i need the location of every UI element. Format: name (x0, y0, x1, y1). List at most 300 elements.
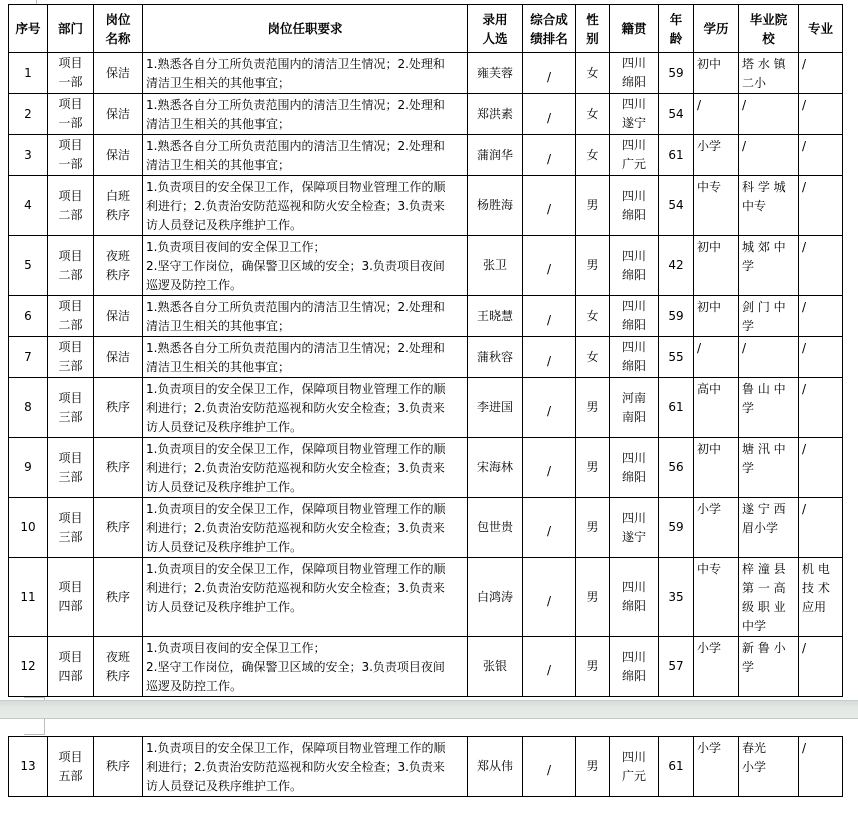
cell-school-line: 二小 (742, 76, 767, 90)
cell-requirements-line: 利进行；2.负责治安防范巡视和防火安全检查；3.负责来 (146, 760, 445, 774)
cell-rank (523, 94, 576, 135)
cell-school-line: 塘 汛 中 (742, 442, 786, 456)
cell-rank (523, 53, 576, 94)
cell-origin-line: 遂宁 (621, 529, 646, 544)
margin-mark (22, 0, 37, 4)
cell-rank (523, 176, 576, 236)
header-row (9, 5, 843, 53)
cell-post (94, 296, 143, 337)
cell-rank-value: / (546, 593, 552, 608)
cell-rank-value: / (546, 763, 552, 777)
cell-dept-line: 项目 (58, 649, 83, 664)
cell-dept (48, 737, 94, 797)
header-rank-line2: 绩排名 (530, 30, 568, 46)
cell-sex: 女 (576, 296, 610, 337)
cell-education: 小学 (694, 637, 739, 697)
cell-sex: 男 (576, 176, 610, 236)
cell-major (799, 498, 843, 558)
cell-dept (48, 637, 94, 697)
cell-rank-value: / (546, 262, 552, 276)
cell-origin (610, 637, 659, 697)
cell-origin (610, 438, 659, 498)
cell-dept-line: 项目 (58, 510, 83, 525)
cell-origin (610, 296, 659, 337)
header-origin: 籍贯 (610, 5, 659, 53)
table-row (9, 236, 843, 296)
cell-sex: 男 (576, 558, 610, 637)
table-body-page-2 (9, 737, 843, 797)
cell-age: 56 (659, 438, 694, 498)
cell-requirements-line: 1.熟悉各自分工所负责范围内的清洁卫生情况；2.处理和 (146, 98, 445, 112)
table-row (9, 337, 843, 378)
cell-seq: 11 (9, 558, 48, 637)
cell-requirements-line: 1.熟悉各自分工所负责范围内的清洁卫生情况；2.处理和 (146, 300, 445, 314)
cell-requirements (143, 135, 468, 176)
cell-requirements-line: 清洁卫生相关的其他事宜； (146, 360, 291, 374)
cell-requirements-line: 清洁卫生相关的其他事宜； (146, 76, 291, 90)
cell-origin-line: 四川 (621, 340, 646, 354)
cell-dept (48, 94, 94, 135)
cell-hired-person: 白鸿涛 (468, 558, 523, 637)
cell-major-line: / (802, 641, 807, 655)
cell-origin-line: 四川 (621, 510, 646, 525)
cell-requirements-line: 利进行；2.负责治安防范巡视和防火安全检查；3.负责来 (146, 461, 445, 475)
cell-origin (610, 337, 659, 378)
cell-origin-line: 四川 (621, 56, 646, 70)
header-hire-line2: 人选 (482, 30, 508, 46)
cell-dept-line: 项目 (58, 390, 83, 405)
cell-dept (48, 378, 94, 438)
cell-dept-line: 二部 (58, 267, 83, 282)
cell-school (739, 176, 799, 236)
cell-education: / (694, 337, 739, 378)
staff-table-page-2 (8, 736, 843, 797)
cell-requirements-line: 1.负责项目的安全保卫工作，保障项目物业管理工作的顺 (146, 442, 446, 456)
cell-school-line: 塔 水 镇 (742, 57, 786, 71)
cell-school-line: 级 职 业 (742, 600, 786, 614)
cell-major-line: 技 术 (802, 581, 830, 595)
cell-dept (48, 337, 94, 378)
cell-requirements (143, 498, 468, 558)
cell-education: 初中 (694, 296, 739, 337)
cell-requirements-line: 1.负责项目的安全保卫工作，保障项目物业管理工作的顺 (146, 502, 446, 516)
cell-requirements-line: 2.坚守工作岗位，确保警卫区域的安全；3.负责项目夜间 (146, 660, 445, 674)
cell-seq: 4 (9, 176, 48, 236)
cell-rank-value: / (546, 663, 552, 677)
cell-post (94, 558, 143, 637)
header-major: 专业 (799, 5, 843, 53)
cell-hired-person: 郑从伟 (468, 737, 523, 797)
cell-rank-value: / (546, 464, 552, 478)
cell-requirements (143, 94, 468, 135)
cell-major (799, 378, 843, 438)
cell-origin (610, 236, 659, 296)
cell-post (94, 236, 143, 296)
table-row (9, 53, 843, 94)
cell-age: 57 (659, 637, 694, 697)
cell-sex: 男 (576, 438, 610, 498)
cell-requirements-line: 清洁卫生相关的其他事宜； (146, 319, 291, 333)
cell-hired-person: 杨胜海 (468, 176, 523, 236)
cell-school (739, 737, 799, 797)
cell-major (799, 296, 843, 337)
cell-requirements-line: 1.负责项目的安全保卫工作，保障项目物业管理工作的顺 (146, 382, 446, 396)
cell-post-line: 保洁 (105, 65, 130, 80)
cell-school-line: 眉小学 (742, 521, 779, 535)
cell-dept-line: 一部 (58, 157, 83, 171)
cell-school-line: 学 (742, 259, 755, 273)
cell-school-line: 中专 (742, 199, 767, 213)
cell-dept-line: 项目 (58, 97, 83, 111)
cell-sex: 男 (576, 637, 610, 697)
cell-origin (610, 94, 659, 135)
header-age (659, 5, 694, 53)
cell-origin (610, 737, 659, 797)
cell-origin-line: 绵阳 (621, 75, 646, 89)
cell-school (739, 53, 799, 94)
cell-school-line: 科 学 城 (742, 180, 786, 194)
cell-dept-line: 三部 (58, 359, 83, 373)
cell-dept (48, 176, 94, 236)
cell-major-line: / (802, 341, 807, 355)
cell-post-line: 秩序 (105, 460, 130, 474)
cell-rank-value: / (546, 353, 552, 368)
cell-hired-person: 李进国 (468, 378, 523, 438)
cell-dept-line: 项目 (58, 749, 83, 764)
cell-school (739, 337, 799, 378)
cell-origin-line: 广元 (621, 157, 646, 171)
cell-rank-value: / (546, 404, 552, 418)
cell-rank-value: / (546, 69, 552, 84)
cell-seq: 10 (9, 498, 48, 558)
cell-major-line: / (802, 139, 807, 153)
cell-major (799, 94, 843, 135)
cell-post (94, 438, 143, 498)
cell-school-line: 学 (742, 461, 755, 475)
cell-rank-value: / (546, 524, 552, 538)
cell-school-line: 剑 门 中 (742, 300, 786, 314)
cell-requirements-line: 1.熟悉各自分工所负责范围内的清洁卫生情况；2.处理和 (146, 57, 445, 71)
header-requirements: 岗位任职要求 (143, 5, 468, 53)
cell-dept-line: 一部 (58, 75, 83, 89)
page-break-gap (0, 700, 858, 719)
cell-dept-line: 项目 (58, 248, 83, 263)
cell-school (739, 498, 799, 558)
cell-requirements-line: 1.负责项目的安全保卫工作，保障项目物业管理工作的顺 (146, 562, 446, 576)
header-education: 学历 (694, 5, 739, 53)
cell-school-line: 春光 (742, 741, 767, 755)
cell-education: / (694, 94, 739, 135)
cell-school-line: 中学 (742, 619, 767, 633)
cell-major (799, 438, 843, 498)
cell-requirements-line: 巡逻及防控工作。 (146, 679, 243, 693)
table-row (9, 94, 843, 135)
cell-origin-line: 绵阳 (621, 599, 646, 613)
cell-origin-line: 四川 (621, 649, 646, 664)
cell-requirements (143, 637, 468, 697)
header-age-line1: 年 (669, 11, 683, 27)
cell-post (94, 378, 143, 438)
cell-education: 初中 (694, 53, 739, 94)
table-row (9, 135, 843, 176)
cell-origin-line: 绵阳 (621, 267, 646, 282)
cell-major-line: / (802, 741, 807, 755)
staff-table-page-1 (8, 4, 843, 697)
cell-origin-line: 四川 (621, 138, 646, 152)
header-post (94, 5, 143, 53)
cell-education: 初中 (694, 438, 739, 498)
cell-origin (610, 498, 659, 558)
cell-origin-line: 绵阳 (621, 668, 646, 683)
cell-age: 59 (659, 498, 694, 558)
header-post-line1: 岗位 (105, 11, 131, 27)
cell-school (739, 438, 799, 498)
cell-requirements (143, 378, 468, 438)
margin-mark (24, 719, 45, 735)
cell-age: 54 (659, 176, 694, 236)
header-hire-line1: 录用 (482, 11, 508, 27)
cell-origin-line: 四川 (621, 97, 646, 111)
cell-post-line: 秩序 (105, 207, 130, 222)
cell-rank (523, 236, 576, 296)
cell-education: 初中 (694, 236, 739, 296)
cell-post (94, 337, 143, 378)
cell-requirements (143, 737, 468, 797)
cell-requirements (143, 296, 468, 337)
cell-post-line: 白班 (105, 188, 130, 203)
cell-requirements-line: 利进行；2.负责治安防范巡视和防火安全检查；3.负责来 (146, 521, 445, 535)
cell-origin-line: 四川 (621, 248, 646, 263)
cell-requirements-line: 1.负责项目的安全保卫工作，保障项目物业管理工作的顺 (146, 180, 446, 194)
cell-major-line: 应用 (802, 600, 827, 614)
cell-hired-person: 宋海林 (468, 438, 523, 498)
cell-hired-person: 包世贵 (468, 498, 523, 558)
cell-post (94, 94, 143, 135)
table-row (9, 176, 843, 236)
cell-education: 高中 (694, 378, 739, 438)
cell-post-line: 夜班 (105, 649, 130, 664)
cell-education: 小学 (694, 498, 739, 558)
cell-dept-line: 三部 (58, 409, 83, 424)
header-dept: 部门 (48, 5, 94, 53)
cell-requirements-line: 1.熟悉各自分工所负责范围内的清洁卫生情况；2.处理和 (146, 139, 445, 153)
cell-age: 55 (659, 337, 694, 378)
cell-origin (610, 558, 659, 637)
table-row (9, 378, 843, 438)
cell-origin-line: 四川 (621, 450, 646, 465)
cell-age: 61 (659, 378, 694, 438)
cell-age: 59 (659, 53, 694, 94)
cell-major-line: / (802, 98, 807, 112)
cell-requirements-line: 访人员登记及秩序维护工作。 (146, 540, 303, 554)
header-age-line2: 龄 (669, 30, 683, 46)
cell-seq: 3 (9, 135, 48, 176)
cell-education: 中专 (694, 176, 739, 236)
cell-dept-line: 项目 (58, 299, 83, 313)
cell-education: 小学 (694, 737, 739, 797)
cell-origin (610, 135, 659, 176)
cell-post-line: 保洁 (105, 147, 130, 162)
cell-dept-line: 项目 (58, 450, 83, 465)
cell-origin-line: 四川 (621, 580, 646, 594)
cell-school-line: / (742, 139, 747, 153)
cell-post (94, 176, 143, 236)
cell-school (739, 637, 799, 697)
header-seq: 序号 (9, 5, 48, 53)
cell-rank (523, 135, 576, 176)
cell-school-line: / (742, 98, 747, 112)
table-row (9, 438, 843, 498)
cell-major-line: 机 电 (802, 562, 830, 576)
cell-requirements-line: 访人员登记及秩序维护工作。 (146, 600, 303, 614)
cell-post-line: 保洁 (105, 308, 130, 323)
cell-rank (523, 438, 576, 498)
cell-origin-line: 四川 (621, 188, 646, 203)
cell-dept-line: 二部 (58, 207, 83, 222)
cell-requirements-line: 访人员登记及秩序维护工作。 (146, 480, 303, 494)
cell-sex: 男 (576, 236, 610, 296)
cell-seq: 1 (9, 53, 48, 94)
table-row (9, 737, 843, 797)
cell-major (799, 53, 843, 94)
cell-school-line: 新 鲁 小 (742, 641, 786, 655)
cell-origin-line: 四川 (621, 749, 646, 764)
cell-requirements-line: 清洁卫生相关的其他事宜； (146, 117, 291, 131)
cell-dept (48, 296, 94, 337)
cell-requirements (143, 558, 468, 637)
cell-requirements (143, 53, 468, 94)
cell-school-line: 第 一 高 (742, 581, 786, 595)
cell-origin-line: 绵阳 (621, 469, 646, 484)
cell-requirements-line: 清洁卫生相关的其他事宜； (146, 158, 291, 172)
cell-major-line: / (802, 240, 807, 254)
cell-post-line: 秩序 (105, 668, 130, 683)
cell-requirements (143, 337, 468, 378)
cell-education: 中专 (694, 558, 739, 637)
cell-school-line: / (742, 341, 747, 355)
cell-post (94, 135, 143, 176)
cell-age: 61 (659, 135, 694, 176)
cell-origin (610, 176, 659, 236)
cell-requirements-line: 1.负责项目夜间的安全保卫工作； (146, 240, 326, 254)
table-row (9, 558, 843, 637)
cell-sex: 男 (576, 498, 610, 558)
cell-hired-person: 张卫 (468, 236, 523, 296)
cell-sex: 女 (576, 337, 610, 378)
cell-seq: 8 (9, 378, 48, 438)
cell-rank (523, 498, 576, 558)
cell-dept-line: 四部 (58, 599, 83, 613)
cell-major-line: / (802, 502, 807, 516)
cell-age: 54 (659, 94, 694, 135)
cell-requirements-line: 访人员登记及秩序维护工作。 (146, 218, 303, 232)
cell-post-line: 夜班 (105, 248, 130, 263)
cell-school-line: 学 (742, 319, 755, 333)
cell-sex: 男 (576, 378, 610, 438)
cell-requirements-line: 1.负责项目的安全保卫工作，保障项目物业管理工作的顺 (146, 741, 446, 755)
cell-seq: 7 (9, 337, 48, 378)
cell-major (799, 558, 843, 637)
cell-dept (48, 438, 94, 498)
cell-requirements (143, 236, 468, 296)
cell-requirements-line: 访人员登记及秩序维护工作。 (146, 779, 303, 793)
cell-post-line: 秩序 (105, 267, 130, 282)
cell-rank-value: / (546, 202, 552, 216)
cell-dept-line: 项目 (58, 188, 83, 203)
cell-sex: 男 (576, 737, 610, 797)
cell-sex: 女 (576, 94, 610, 135)
cell-origin-line: 绵阳 (621, 359, 646, 373)
cell-rank-value: / (546, 151, 552, 166)
cell-major (799, 337, 843, 378)
cell-seq: 12 (9, 637, 48, 697)
cell-hired-person: 郑洪素 (468, 94, 523, 135)
cell-school (739, 296, 799, 337)
cell-sex: 女 (576, 135, 610, 176)
cell-hired-person: 张银 (468, 637, 523, 697)
cell-rank (523, 737, 576, 797)
cell-seq: 13 (9, 737, 48, 797)
cell-requirements-line: 利进行；2.负责治安防范巡视和防火安全检查；3.负责来 (146, 199, 445, 213)
cell-age: 61 (659, 737, 694, 797)
cell-hired-person: 蒲秋容 (468, 337, 523, 378)
cell-rank (523, 378, 576, 438)
cell-requirements (143, 176, 468, 236)
cell-dept-line: 四部 (58, 668, 83, 683)
cell-school-line: 梓 潼 县 (742, 562, 786, 576)
cell-requirements-line: 1.熟悉各自分工所负责范围内的清洁卫生情况；2.处理和 (146, 341, 445, 355)
header-sex (576, 5, 610, 53)
cell-origin (610, 378, 659, 438)
cell-hired-person: 王晓慧 (468, 296, 523, 337)
cell-dept-line: 三部 (58, 469, 83, 484)
cell-origin-line: 绵阳 (621, 207, 646, 222)
cell-school-line: 小学 (742, 760, 767, 774)
cell-rank-value: / (546, 312, 552, 327)
cell-post (94, 498, 143, 558)
cell-major (799, 737, 843, 797)
cell-rank (523, 296, 576, 337)
header-rank-line1: 综合成 (530, 11, 568, 27)
cell-age: 59 (659, 296, 694, 337)
cell-seq: 5 (9, 236, 48, 296)
cell-seq: 6 (9, 296, 48, 337)
cell-seq: 2 (9, 94, 48, 135)
cell-dept (48, 53, 94, 94)
cell-dept-line: 三部 (58, 529, 83, 544)
cell-major-line: / (802, 382, 807, 396)
cell-requirements-line: 利进行；2.负责治安防范巡视和防火安全检查；3.负责来 (146, 401, 445, 415)
table-row (9, 498, 843, 558)
cell-requirements-line: 1.负责项目夜间的安全保卫工作； (146, 641, 326, 655)
cell-post-line: 秩序 (105, 520, 130, 534)
cell-origin-line: 绵阳 (621, 318, 646, 332)
cell-school-line: 学 (742, 660, 755, 674)
cell-school-line: 鲁 山 中 (742, 382, 786, 396)
cell-origin (610, 53, 659, 94)
cell-rank (523, 337, 576, 378)
cell-requirements (143, 438, 468, 498)
cell-dept-line: 二部 (58, 318, 83, 332)
header-sex-line1: 性 (586, 11, 599, 27)
cell-post-line: 秩序 (105, 759, 130, 773)
cell-post (94, 637, 143, 697)
cell-age: 35 (659, 558, 694, 637)
cell-post-line: 保洁 (105, 106, 130, 121)
cell-dept-line: 项目 (58, 340, 83, 354)
table-row (9, 296, 843, 337)
cell-dept (48, 135, 94, 176)
